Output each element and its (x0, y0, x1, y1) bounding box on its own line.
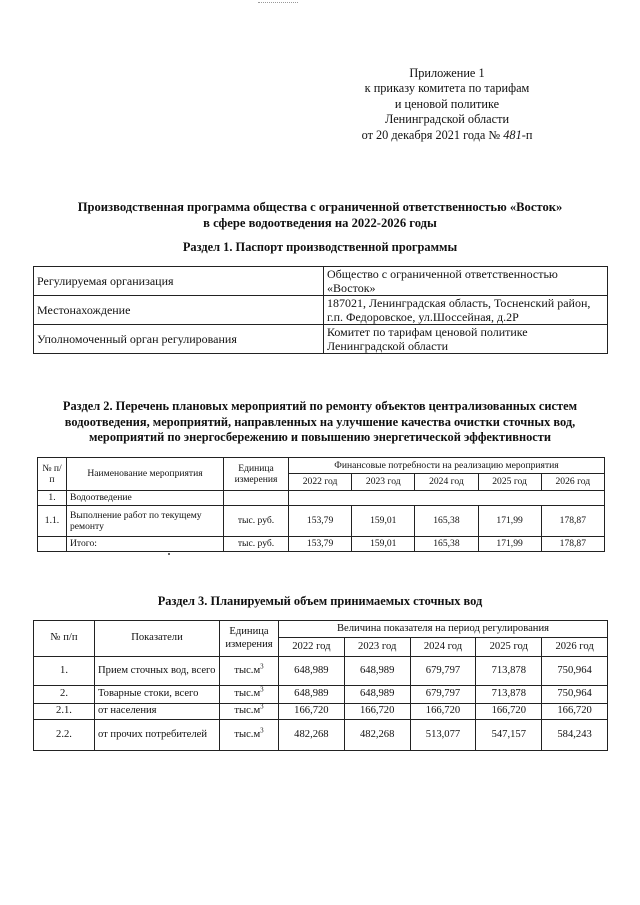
col-header-year: 2022 год (289, 474, 352, 491)
scan-artifact (258, 2, 298, 11)
cell-value: 166,720 (542, 704, 608, 720)
section2-title (30, 399, 610, 446)
cell-value: 178,87 (541, 537, 604, 552)
passport-label: Регулируемая организация (34, 267, 324, 296)
col-header-year: 2024 год (410, 638, 476, 657)
unit-power: 3 (260, 662, 264, 671)
volume-table (33, 620, 608, 751)
col-header-group: Величина показателя на период регулирования (279, 621, 608, 638)
cell-num: 1. (34, 657, 95, 686)
cell-num: 2.1. (34, 704, 95, 720)
stray-mark (168, 553, 170, 555)
measures-table (37, 457, 605, 552)
cell-unit (220, 704, 279, 720)
cell-value: 165,38 (415, 506, 478, 537)
appendix-line: Приложение 1 (409, 66, 485, 80)
passport-label: Местонахождение (34, 296, 324, 325)
cell-value: 165,38 (415, 537, 478, 552)
cell-value: 166,720 (410, 704, 476, 720)
cell-value: 648,989 (344, 657, 410, 686)
unit-power: 3 (260, 685, 264, 694)
passport-label: Уполномоченный орган регулирования (34, 325, 324, 354)
cell-value: 153,79 (289, 506, 352, 537)
table-row (38, 537, 605, 552)
cell-value: 750,964 (542, 686, 608, 704)
title-line: Производственная программа общества с ограниченной ответственностью «Восток» (77, 200, 563, 214)
order-number: 481 (503, 127, 522, 142)
cell-num: 1. (38, 491, 67, 506)
title-line: Раздел 2. Перечень плановых мероприятий по ремонту объектов централизованных систем (62, 399, 578, 413)
cell-empty (289, 491, 605, 506)
title-line: водоотведения, мероприятий, направленных на улучшение качества очистки сточных вод, (64, 414, 576, 429)
col-header-year: 2023 год (344, 638, 410, 657)
table-row (34, 720, 608, 751)
unit-text: тыс.м (234, 728, 261, 740)
order-suffix: -п (521, 127, 533, 142)
cell-value: 679,797 (410, 686, 476, 704)
cell-value: 482,268 (279, 720, 345, 751)
cell-value: 513,077 (410, 720, 476, 751)
cell-unit (224, 491, 289, 506)
cell-name: от населения (95, 704, 220, 720)
unit-text: тыс.м (234, 688, 261, 700)
table-header-row (38, 458, 605, 474)
cell-name: Итого: (67, 537, 224, 552)
cell-name: Водоотведение (67, 491, 224, 506)
cell-value: 648,989 (279, 686, 345, 704)
col-header-year: 2022 год (279, 638, 345, 657)
section3-title: Раздел 3. Планируемый объем принимаемых сточных вод (157, 594, 483, 608)
col-header-year: 2025 год (478, 474, 541, 491)
appendix-block (337, 66, 557, 143)
appendix-line: к приказу комитета по тарифам (364, 81, 530, 96)
cell-value: 166,720 (476, 704, 542, 720)
cell-value: 171,99 (478, 537, 541, 552)
title-line: мероприятий по энергосбережению и повышению энергетической эффективности (88, 430, 552, 444)
document-title (30, 200, 610, 231)
table-row (34, 704, 608, 720)
cell-value: 166,720 (279, 704, 345, 720)
cell-value: 166,720 (344, 704, 410, 720)
cell-value: 713,878 (476, 686, 542, 704)
cell-name: Прием сточных вод, всего (95, 657, 220, 686)
cell-value: 584,243 (542, 720, 608, 751)
cell-value: 482,268 (344, 720, 410, 751)
cell-value: 750,964 (542, 657, 608, 686)
col-header-year: 2026 год (542, 638, 608, 657)
cell-num: 2. (34, 686, 95, 704)
cell-unit (220, 720, 279, 751)
table-row (34, 267, 608, 296)
cell-name: Товарные стоки, всего (95, 686, 220, 704)
passport-value: 187021, Ленинградская область, Тосненский район, г.п. Федоровское, ул.Шоссейная, д.2Р (324, 296, 608, 325)
table-row (34, 686, 608, 704)
cell-value: 153,79 (289, 537, 352, 552)
col-header-name: Показатели (95, 621, 220, 657)
col-header-name: Наименование мероприятия (67, 458, 224, 491)
order-date: от 20 декабря 2021 года № (361, 127, 501, 142)
cell-value: 713,878 (476, 657, 542, 686)
cell-value: 648,989 (344, 686, 410, 704)
cell-num: 1.1. (38, 506, 67, 537)
table-row (34, 325, 608, 354)
cell-value: 159,01 (352, 506, 415, 537)
passport-table (33, 266, 608, 354)
table-header-row (34, 621, 608, 638)
cell-unit (220, 686, 279, 704)
cell-num (38, 537, 67, 552)
cell-value: 648,989 (279, 657, 345, 686)
col-header-group: Финансовые потребности на реализацию мероприятия (289, 458, 605, 474)
cell-unit: тыс. руб. (224, 506, 289, 537)
unit-power: 3 (260, 726, 264, 735)
table-row (38, 506, 605, 537)
passport-value: Общество с ограниченной ответственностью «Восток» (324, 267, 608, 296)
table-row (34, 657, 608, 686)
col-header-year: 2026 год (541, 474, 604, 491)
cell-value: 171,99 (478, 506, 541, 537)
cell-unit: тыс. руб. (224, 537, 289, 552)
col-header-num: № п/п (34, 621, 95, 657)
col-header-year: 2025 год (476, 638, 542, 657)
cell-value: 547,157 (476, 720, 542, 751)
appendix-order-line (337, 128, 557, 143)
unit-power: 3 (260, 702, 264, 711)
section1-title: Раздел 1. Паспорт производственной программы (182, 240, 458, 254)
col-header-unit: Единица измерения (220, 621, 279, 657)
col-header-unit: Единица измерения (224, 458, 289, 491)
title-line: в сфере водоотведения на 2022-2026 годы (203, 215, 437, 230)
appendix-line: Ленинградской области (384, 112, 510, 127)
cell-num: 2.2. (34, 720, 95, 751)
table-row (34, 296, 608, 325)
cell-value: 159,01 (352, 537, 415, 552)
unit-text: тыс.м (234, 705, 261, 717)
table-row (38, 491, 605, 506)
unit-text: тыс.м (234, 664, 261, 676)
cell-value: 679,797 (410, 657, 476, 686)
cell-name: Выполнение работ по текущему ремонту (67, 506, 224, 537)
col-header-year: 2023 год (352, 474, 415, 491)
passport-value: Комитет по тарифам ценовой политике Ленинградской области (324, 325, 608, 354)
cell-value: 178,87 (541, 506, 604, 537)
appendix-line: и ценовой политике (394, 96, 500, 111)
col-header-num: № п/п (38, 458, 67, 491)
col-header-year: 2024 год (415, 474, 478, 491)
cell-name: от прочих потребителей (95, 720, 220, 751)
cell-unit (220, 657, 279, 686)
